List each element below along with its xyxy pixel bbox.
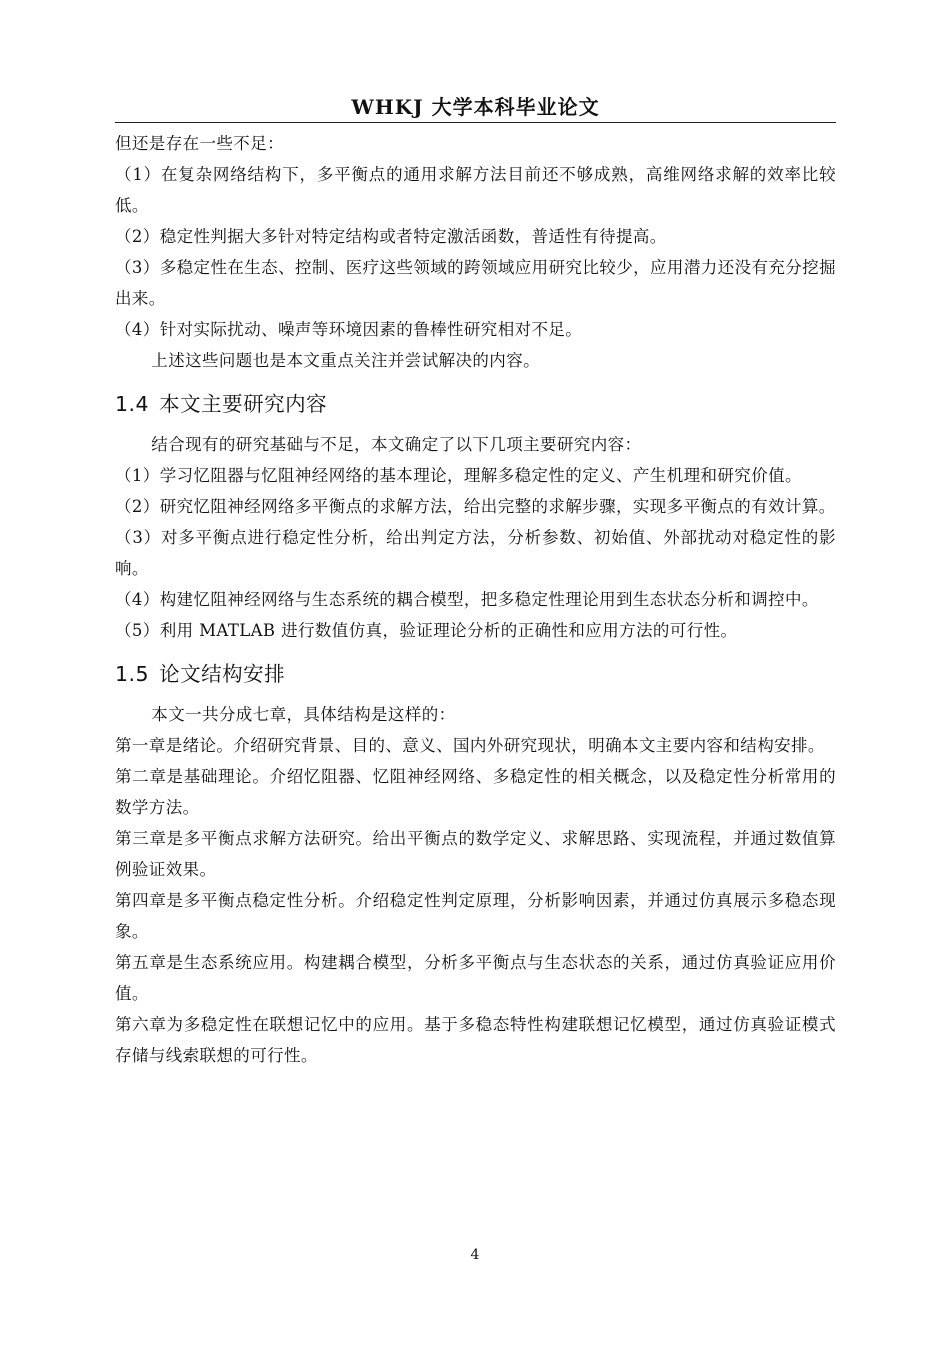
list-item: （1）学习忆阻器与忆阻神经网络的基本理论，理解多稳定性的定义、产生机理和研究价值。 [115,466,802,485]
chapter-description: 第一章是绪论。介绍研究背景、目的、意义、国内外研究现状，明确本文主要内容和结构安排。 [115,736,825,755]
chapter-description: 第三章是多平衡点求解方法研究。给出平衡点的数学定义、求解思路、实现流程，并通过数值算例验证效果。 [115,829,836,879]
paragraph: 但还是存在一些不足： [115,134,284,153]
paragraph: 本文一共分成七章，具体结构是这样的： [151,705,456,724]
list-item: （2）稳定性判据大多针对特定结构或者特定激活函数，普适性有待提高。 [115,227,667,246]
section-heading-1-4 [115,388,836,420]
chapter-description: 第五章是生态系统应用。构建耦合模型，分析多平衡点与生态状态的关系，通过仿真验证应用价值。 [115,953,836,1003]
header-title: WHKJ 大学本科毕业论文 [351,95,600,119]
document-body [115,128,836,1071]
section-number: 1.4 [115,392,150,416]
chapter-description: 第六章为多稳定性在联想记忆中的应用。基于多稳态特性构建联想记忆模型，通过仿真验证模式存储与线索联想的可行性。 [115,1015,836,1065]
section-title: 论文结构安排 [159,662,286,686]
list-item: （5）利用 MATLAB 进行数值仿真，验证理论分析的正确性和应用方法的可行性。 [115,621,738,640]
list-item: （3）对多平衡点进行稳定性分析，给出判定方法，分析参数、初始值、外部扰动对稳定性的影响。 [115,528,836,578]
paragraph: 上述这些问题也是本文重点关注并尝试解决的内容。 [151,351,540,370]
list-item: （3）多稳定性在生态、控制、医疗这些领域的跨领域应用研究比较少，应用潜力还没有充分挖掘出来。 [115,258,836,308]
list-item: （1）在复杂网络结构下，多平衡点的通用求解方法目前还不够成熟，高维网络求解的效率比较低。 [115,165,836,215]
list-item: （4）针对实际扰动、噪声等环境因素的鲁棒性研究相对不足。 [115,320,583,339]
section-heading-1-5 [115,658,836,690]
chapter-description: 第二章是基础理论。介绍忆阻器、忆阻神经网络、多稳定性的相关概念，以及稳定性分析常用的数学方法。 [115,767,836,817]
section-number: 1.5 [115,662,150,686]
list-item: （4）构建忆阻神经网络与生态系统的耦合模型，把多稳定性理论用到生态状态分析和调控中。 [115,590,819,609]
page-number: 4 [470,1247,480,1263]
paragraph: 结合现有的研究基础与不足，本文确定了以下几项主要研究内容： [151,435,642,454]
section-title: 本文主要研究内容 [159,392,328,416]
page-header [115,92,836,123]
chapter-description: 第四章是多平衡点稳定性分析。介绍稳定性判定原理，分析影响因素，并通过仿真展示多稳态现象。 [115,891,836,941]
list-item: （2）研究忆阻神经网络多平衡点的求解方法，给出完整的求解步骤，实现多平衡点的有效计算。 [115,497,836,516]
